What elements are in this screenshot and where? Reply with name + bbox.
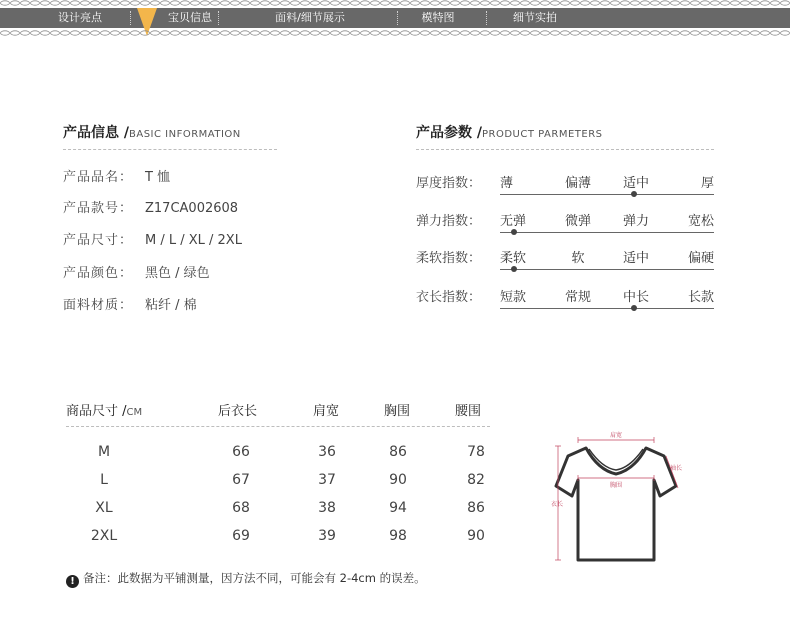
param-scale-line [500, 232, 714, 233]
size-cell: M [97, 444, 111, 460]
param-label: 弹力指数： [416, 214, 482, 229]
param-option: 微弹 [564, 214, 591, 229]
nav-item-model[interactable]: 模特图 [421, 11, 455, 24]
col-header-shoulder: 肩宽 [313, 404, 340, 419]
product-params-title: 产品参数 /PRODUCT PARMETERS [416, 125, 603, 141]
divider [63, 149, 277, 150]
product-info-title: 产品信息 /BASIC INFORMATION [63, 125, 241, 141]
divider [416, 149, 714, 150]
value-cell: 78 [467, 444, 485, 460]
nav-item-fabric[interactable]: 面料/细节展示 [275, 11, 345, 24]
value-cell: 38 [318, 500, 336, 516]
chest-label: 胸围 [609, 482, 623, 489]
param-indicator-dot [631, 191, 637, 197]
measurement-note: ! 备注：此数据为平铺测量，因方法不同，可能会有 2-4cm 的误差。 [66, 570, 426, 588]
value-cell: 36 [318, 444, 336, 460]
value-cell: 90 [467, 528, 485, 544]
info-row-name: 产品品名： T 恤 [63, 170, 171, 185]
nav-divider [130, 11, 131, 25]
nav-divider [218, 11, 219, 25]
value-cell: 94 [389, 500, 407, 516]
param-option: 弹力 [622, 214, 649, 229]
value-cell: 39 [318, 528, 336, 544]
size-cell: L [100, 472, 108, 488]
length-label: 衣长 [551, 501, 564, 508]
param-indicator-dot [511, 229, 517, 235]
exclamation-icon: ! [66, 575, 79, 588]
tshirt-outline-icon [556, 448, 676, 560]
info-row-color: 产品颜色： 黑色 / 绿色 [63, 266, 210, 281]
value-cell: 37 [318, 472, 336, 488]
param-label: 柔软指数： [416, 251, 482, 266]
param-option: 无弹 [500, 214, 527, 229]
shoulder-label: 肩宽 [609, 432, 623, 439]
nav-divider [397, 11, 398, 25]
param-option: 中长 [622, 290, 649, 305]
param-scale-line [500, 269, 714, 270]
param-option: 软 [571, 251, 585, 266]
value-cell: 66 [232, 444, 250, 460]
chain-border-bottom [0, 30, 790, 36]
nav-divider [486, 11, 487, 25]
param-option: 宽松 [687, 214, 714, 229]
param-option: 薄 [500, 176, 514, 191]
param-label: 衣长指数： [416, 290, 482, 305]
value-cell: 82 [467, 472, 485, 488]
value-cell: 69 [232, 528, 250, 544]
info-row-size: 产品尺寸： M / L / XL / 2XL [63, 233, 242, 248]
param-option: 常规 [564, 290, 591, 305]
size-cell: XL [95, 500, 113, 516]
nav-item-design[interactable]: 设计亮点 [58, 11, 102, 24]
value-cell: 86 [467, 500, 485, 516]
divider [66, 426, 490, 427]
param-scale-line [500, 308, 714, 309]
value-cell: 67 [232, 472, 250, 488]
param-option: 厚 [700, 176, 714, 191]
param-label: 厚度指数： [416, 176, 482, 191]
nav-item-product-info[interactable]: 宝贝信息 [168, 11, 212, 24]
param-option: 偏硬 [687, 251, 714, 266]
chain-border-top [0, 0, 790, 6]
param-scale-line [500, 194, 714, 195]
param-option: 短款 [500, 290, 527, 305]
col-header-chest: 胸围 [384, 404, 411, 419]
info-row-style-no: 产品款号： Z17CA002608 [63, 201, 239, 216]
size-table-title: 商品尺寸 /CM [66, 404, 143, 419]
value-cell: 90 [389, 472, 407, 488]
col-header-length: 后衣长 [218, 404, 258, 419]
tshirt-measure-diagram [548, 428, 684, 568]
value-cell: 98 [389, 528, 407, 544]
col-header-waist: 腰围 [455, 404, 482, 419]
param-option: 长款 [687, 290, 714, 305]
top-navigation [0, 0, 790, 36]
info-row-material: 面料材质： 粘纤 / 棉 [63, 298, 197, 313]
param-option: 适中 [622, 251, 649, 266]
param-indicator-dot [631, 305, 637, 311]
size-cell: 2XL [90, 528, 118, 544]
value-cell: 86 [389, 444, 407, 460]
nav-bar [0, 8, 790, 28]
param-option: 柔软 [500, 251, 527, 266]
value-cell: 68 [232, 500, 250, 516]
nav-item-detail-photos[interactable]: 细节实拍 [513, 11, 557, 24]
param-option: 偏薄 [564, 176, 591, 191]
param-option: 适中 [622, 176, 649, 191]
sleeve-label: 袖长 [670, 465, 683, 472]
param-indicator-dot [511, 266, 517, 272]
